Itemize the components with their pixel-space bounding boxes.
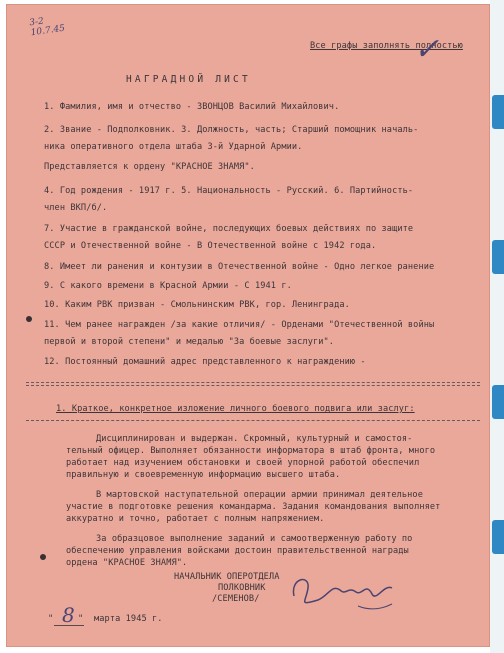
hole-punch-mark (40, 554, 46, 560)
body-line: работает над изучением обстановки и своей упорной работой обеспечил (66, 458, 420, 468)
viewer-edge-panel (490, 0, 504, 653)
item-line: СССР и Отечественной войне - В Отечественной войне с 1942 года. (44, 241, 377, 251)
date-underline (54, 625, 84, 626)
item-line: первой и второй степени" и медалью "За боевые заслуги". (44, 337, 335, 347)
item-line: 12. Постоянный домашний адрес представленного к награждению - (44, 357, 366, 367)
handwritten-signature (288, 566, 398, 616)
date-line: марта 1945 г. (94, 614, 163, 624)
body-line: обеспечению управления войсками достоин правительственной награды (66, 546, 409, 556)
item-line: 10. Каким РВК призван - Смольнинским РВК, гор. Ленинграда. (44, 300, 350, 310)
body-line: Дисциплинирован и выдержан. Скромный, культурный и самостоя- (96, 434, 413, 444)
signature-name-typed: /СЕМЕНОВ/ (212, 594, 260, 604)
item-line: 7. Участие в гражданской войне, последующих боевых действиях по защите (44, 224, 414, 234)
item-line: 9. С какого времени в Красной Армии - С 1941 г. (44, 281, 292, 291)
signature-title: НАЧАЛЬНИК ОПЕРОТДЕЛА (174, 572, 280, 582)
item-line: 2. Звание - Подполковник. 3. Должность, часть; Старший помощник началь- (44, 125, 419, 135)
section-divider (26, 385, 480, 386)
body-line: ордена "КРАСНОЕ ЗНАМЯ". (66, 558, 188, 568)
document-sheet (6, 4, 490, 647)
item-line: 11. Чем ранее награжден /за какие отличия/ - Орденами "Отечественной войны (44, 320, 435, 330)
body-line: тельный офицер. Выполняет обязанности информатора в штаб фронта, много (66, 446, 436, 456)
document-title: НАГРАДНОЙ ЛИСТ (126, 74, 251, 85)
body-line: аккуратно и точно, работает с полным напряжением. (66, 514, 325, 524)
viewer-tab[interactable] (492, 520, 504, 554)
date-quote-close: " (78, 614, 84, 624)
item-line: 8. Имеет ли ранения и контузии в Отечественной войне - Одно легкое ранение (44, 262, 435, 272)
signature-rank: ПОЛКОВНИК (218, 583, 266, 593)
section-divider (26, 420, 480, 421)
section-heading: 1. Краткое, конкретное изложение личного боевого подвига или заслуг: (56, 404, 415, 414)
hole-punch-mark (26, 316, 32, 322)
date-day: 8 (62, 603, 75, 627)
handwritten-mark: ✓ (414, 32, 440, 67)
viewer-tab[interactable] (492, 385, 504, 419)
viewer-tab[interactable] (492, 240, 504, 274)
item-line: 1. Фамилия, имя и отчество - ЗВОНЦОВ Василий Михайлович. (44, 102, 340, 112)
item-line: Представляется к ордену "КРАСНОЕ ЗНАМЯ". (44, 162, 255, 172)
body-line: За образцовое выполнение заданий и самоотверженную работу по (96, 534, 413, 544)
section-divider (26, 382, 480, 383)
handwritten-note: 3-2 10.7.45 (28, 16, 66, 39)
body-line: В мартовской наступательной операции армии принимал деятельное (96, 490, 423, 500)
body-line: участие в подготовке решения командарма. Задания командования выполняет (66, 502, 441, 512)
fill-all-instruction: Все графы заполнять полностью (310, 41, 463, 51)
item-line: ника оперативного отдела штаба 3-й Ударной Армии. (44, 142, 303, 152)
item-line: член ВКП/б/. (44, 203, 108, 213)
viewer-tab[interactable] (492, 95, 504, 129)
body-line: правильную и своевременную информацию высшего штаба. (66, 470, 341, 480)
item-line: 4. Год рождения - 1917 г. 5. Национальность - Русский. 6. Партийность- (44, 186, 414, 196)
date-quote-open: " (48, 614, 54, 624)
